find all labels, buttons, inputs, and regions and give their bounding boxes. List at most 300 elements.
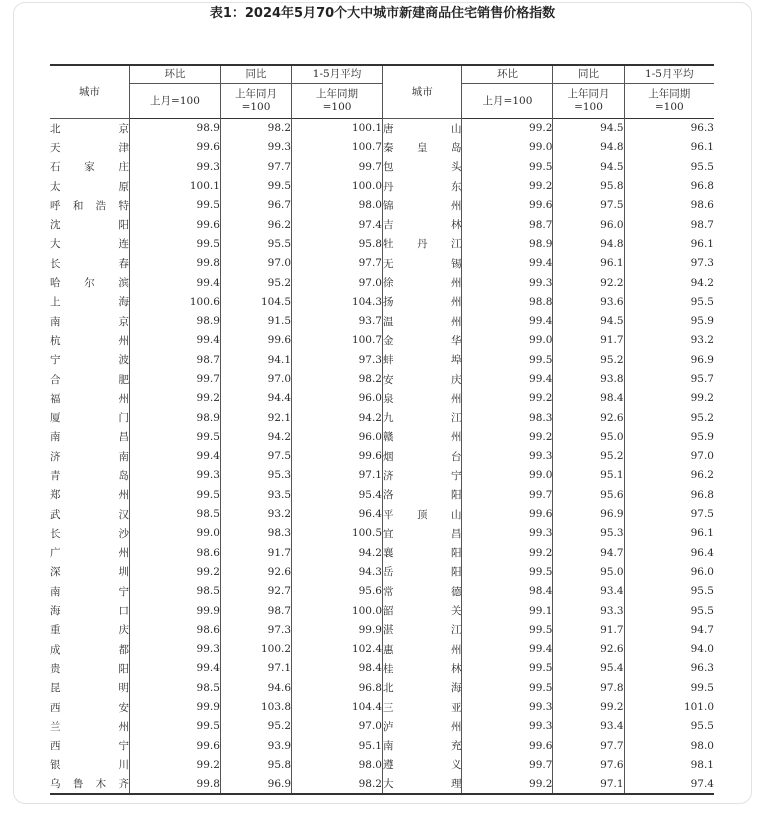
left-yoy-value: 99.6 xyxy=(220,331,291,350)
left-mom-value: 99.2 xyxy=(129,389,220,408)
left-city-name: 南 宁 xyxy=(50,585,129,598)
left-avg-value: 100.0 xyxy=(292,176,383,195)
left-mom-value: 98.5 xyxy=(129,582,220,601)
right-mom-value: 99.5 xyxy=(462,562,553,581)
table-row xyxy=(50,176,714,195)
right-city-name: 秦 皇 岛 xyxy=(383,138,462,157)
right-avg-value: 95.9 xyxy=(624,311,714,330)
left-mom-value: 99.9 xyxy=(129,601,220,620)
right-yoy-value: 98.4 xyxy=(553,389,624,408)
left-avg-value: 93.7 xyxy=(292,311,383,330)
left-mom-value: 99.4 xyxy=(129,659,220,678)
left-avg-value: 96.4 xyxy=(292,504,383,523)
left-city-name: 哈 尔 滨 xyxy=(50,277,129,290)
right-mom-value: 98.8 xyxy=(462,292,553,311)
right-avg-value: 99.5 xyxy=(624,678,714,697)
right-mom-value: 99.3 xyxy=(462,447,553,466)
left-avg-value: 95.1 xyxy=(292,736,383,755)
left-city-name: 大 连 xyxy=(50,238,129,251)
right-mom-value: 99.2 xyxy=(462,176,553,195)
left-mom-value: 98.6 xyxy=(129,543,220,562)
right-yoy-value: 97.5 xyxy=(553,196,624,215)
left-avg-value: 96.0 xyxy=(292,389,383,408)
table-row xyxy=(50,524,714,543)
left-city-name: 福 州 xyxy=(50,392,129,405)
right-city-name: 平 顶 山 xyxy=(383,504,462,523)
left-mom-value: 99.8 xyxy=(129,254,220,273)
right-city-name: 常 德 xyxy=(383,582,462,601)
left-city-name: 天 津 xyxy=(50,141,129,154)
city-header-right: 城市 xyxy=(383,65,462,119)
table-row xyxy=(50,408,714,427)
yoy-base-line1: 上年同月 xyxy=(567,88,610,100)
table-row xyxy=(50,659,714,678)
avg-header-right: 1-5月平均 xyxy=(624,65,714,84)
left-yoy-value: 100.2 xyxy=(220,640,291,659)
right-avg-value: 94.7 xyxy=(624,620,714,639)
left-yoy-value: 96.2 xyxy=(220,215,291,234)
city-header-left: 城市 xyxy=(50,65,129,119)
table-row xyxy=(50,138,714,157)
left-avg-value: 97.1 xyxy=(292,466,383,485)
table-row xyxy=(50,736,714,755)
left-yoy-value: 94.6 xyxy=(220,678,291,697)
mom-header-left: 环比 xyxy=(129,65,220,84)
left-avg-value: 94.2 xyxy=(292,543,383,562)
right-city-name: 襄 阳 xyxy=(383,543,462,562)
mom-header-right: 环比 xyxy=(462,65,553,84)
right-mom-value: 99.2 xyxy=(462,119,553,138)
left-avg-value: 94.2 xyxy=(292,408,383,427)
left-yoy-value: 98.3 xyxy=(220,524,291,543)
table-row xyxy=(50,678,714,697)
right-avg-value: 97.4 xyxy=(624,775,714,794)
right-yoy-value: 99.2 xyxy=(553,697,624,716)
right-yoy-value: 95.3 xyxy=(553,524,624,543)
right-avg-value: 96.2 xyxy=(624,466,714,485)
yoy-base-line2: =100 xyxy=(574,101,603,113)
right-avg-value: 95.5 xyxy=(624,601,714,620)
right-avg-value: 96.9 xyxy=(624,350,714,369)
yoy-base-line2: =100 xyxy=(241,101,271,113)
table-header xyxy=(50,65,714,119)
left-yoy-value: 96.7 xyxy=(220,196,291,215)
right-avg-value: 94.0 xyxy=(624,640,714,659)
right-yoy-value: 94.8 xyxy=(553,138,624,157)
left-yoy-value: 95.2 xyxy=(220,717,291,736)
right-mom-value: 99.3 xyxy=(462,697,553,716)
left-city-name: 厦 门 xyxy=(50,412,129,425)
right-mom-value: 98.4 xyxy=(462,582,553,601)
right-avg-value: 95.2 xyxy=(624,408,714,427)
right-city-name: 宜 昌 xyxy=(383,524,462,543)
right-yoy-value: 97.1 xyxy=(553,775,624,794)
right-yoy-value: 93.3 xyxy=(553,601,624,620)
right-avg-value: 95.5 xyxy=(624,582,714,601)
right-yoy-value: 94.5 xyxy=(553,157,624,176)
left-city-name: 长 沙 xyxy=(50,527,129,540)
right-yoy-value: 95.1 xyxy=(553,466,624,485)
right-city-name: 三 亚 xyxy=(383,697,462,716)
table-row xyxy=(50,601,714,620)
left-mom-value: 99.5 xyxy=(129,485,220,504)
avg-header-left: 1-5月平均 xyxy=(292,65,383,84)
table-row xyxy=(50,350,714,369)
left-avg-value: 98.0 xyxy=(292,196,383,215)
right-mom-value: 99.6 xyxy=(462,736,553,755)
right-city-name: 安 庆 xyxy=(383,369,462,388)
left-city-name: 合 肥 xyxy=(50,373,129,386)
right-avg-value: 96.3 xyxy=(624,659,714,678)
right-city-name: 吉 林 xyxy=(383,215,462,234)
avg-base-line2: =100 xyxy=(322,101,352,113)
right-yoy-value: 94.5 xyxy=(553,311,624,330)
left-yoy-value: 92.1 xyxy=(220,408,291,427)
table-row xyxy=(50,234,714,253)
right-avg-value: 93.2 xyxy=(624,331,714,350)
left-avg-value: 98.4 xyxy=(292,659,383,678)
right-city-name: 蚌 埠 xyxy=(383,350,462,369)
right-yoy-value: 92.6 xyxy=(553,408,624,427)
left-avg-value: 96.8 xyxy=(292,678,383,697)
right-yoy-value: 96.9 xyxy=(553,504,624,523)
left-avg-value: 99.9 xyxy=(292,620,383,639)
right-mom-value: 98.9 xyxy=(462,234,553,253)
left-avg-value: 104.4 xyxy=(292,697,383,716)
right-mom-value: 99.2 xyxy=(462,389,553,408)
right-avg-value: 96.4 xyxy=(624,543,714,562)
right-yoy-value: 93.4 xyxy=(553,717,624,736)
left-city-name: 海 口 xyxy=(50,605,129,618)
right-yoy-value: 95.4 xyxy=(553,659,624,678)
left-yoy-value: 92.7 xyxy=(220,582,291,601)
right-city-name: 济 宁 xyxy=(383,466,462,485)
right-city-name: 包 头 xyxy=(383,157,462,176)
right-avg-value: 97.3 xyxy=(624,254,714,273)
left-mom-value: 99.4 xyxy=(129,447,220,466)
right-city-name: 扬 州 xyxy=(383,292,462,311)
left-yoy-value: 104.5 xyxy=(220,292,291,311)
left-avg-value: 95.6 xyxy=(292,582,383,601)
right-avg-value: 98.6 xyxy=(624,196,714,215)
avg-base-right xyxy=(624,84,714,119)
table-row xyxy=(50,196,714,215)
table-row xyxy=(50,447,714,466)
right-yoy-value: 97.8 xyxy=(553,678,624,697)
table-body xyxy=(50,119,714,794)
left-mom-value: 98.9 xyxy=(129,119,220,138)
left-yoy-value: 95.8 xyxy=(220,755,291,774)
right-mom-value: 99.3 xyxy=(462,273,553,292)
left-mom-value: 99.2 xyxy=(129,562,220,581)
left-city-name: 青 岛 xyxy=(50,469,129,482)
right-mom-value: 99.6 xyxy=(462,196,553,215)
left-avg-value: 100.7 xyxy=(292,138,383,157)
right-mom-value: 99.1 xyxy=(462,601,553,620)
right-city-name: 牡 丹 江 xyxy=(383,234,462,253)
left-mom-value: 99.4 xyxy=(129,331,220,350)
right-avg-value: 96.3 xyxy=(624,119,714,138)
left-city-name: 西 安 xyxy=(50,701,129,714)
right-mom-value: 99.3 xyxy=(462,717,553,736)
yoy-base-line1: 上年同月 xyxy=(234,88,277,100)
left-city-name: 南 京 xyxy=(50,315,129,328)
right-avg-value: 95.5 xyxy=(624,157,714,176)
right-mom-value: 98.3 xyxy=(462,408,553,427)
left-city-name: 郑 州 xyxy=(50,489,129,502)
left-mom-value: 99.6 xyxy=(129,215,220,234)
table-row xyxy=(50,157,714,176)
yoy-base-left xyxy=(220,84,291,119)
right-mom-value: 99.7 xyxy=(462,485,553,504)
right-mom-value: 99.4 xyxy=(462,369,553,388)
left-mom-value: 100.6 xyxy=(129,292,220,311)
table-row xyxy=(50,292,714,311)
avg-base-line1: 上年同期 xyxy=(648,88,691,100)
right-yoy-value: 97.6 xyxy=(553,755,624,774)
right-mom-value: 99.0 xyxy=(462,138,553,157)
left-avg-value: 99.7 xyxy=(292,157,383,176)
left-yoy-value: 92.6 xyxy=(220,562,291,581)
avg-base-line1: 上年同期 xyxy=(316,88,359,100)
left-yoy-value: 97.0 xyxy=(220,254,291,273)
right-yoy-value: 97.7 xyxy=(553,736,624,755)
left-yoy-value: 97.5 xyxy=(220,447,291,466)
left-yoy-value: 98.7 xyxy=(220,601,291,620)
left-mom-value: 99.3 xyxy=(129,466,220,485)
left-city-name: 宁 波 xyxy=(50,354,129,367)
right-yoy-value: 95.0 xyxy=(553,562,624,581)
table-row xyxy=(50,331,714,350)
left-city-name: 长 春 xyxy=(50,257,129,270)
left-avg-value: 96.0 xyxy=(292,427,383,446)
left-avg-value: 100.1 xyxy=(292,119,383,138)
left-city-name: 呼和浩特 xyxy=(50,199,129,212)
right-avg-value: 99.2 xyxy=(624,389,714,408)
left-avg-value: 95.4 xyxy=(292,485,383,504)
left-yoy-value: 93.5 xyxy=(220,485,291,504)
right-avg-value: 94.2 xyxy=(624,273,714,292)
left-mom-value: 99.6 xyxy=(129,138,220,157)
left-avg-value: 98.2 xyxy=(292,369,383,388)
right-yoy-value: 96.1 xyxy=(553,254,624,273)
table-row xyxy=(50,697,714,716)
right-avg-value: 97.5 xyxy=(624,504,714,523)
left-yoy-value: 94.2 xyxy=(220,427,291,446)
right-city-name: 洛 阳 xyxy=(383,485,462,504)
left-city-name: 上 海 xyxy=(50,296,129,309)
left-yoy-value: 99.3 xyxy=(220,138,291,157)
right-yoy-value: 94.5 xyxy=(553,119,624,138)
left-avg-value: 97.0 xyxy=(292,717,383,736)
right-avg-value: 95.5 xyxy=(624,292,714,311)
right-avg-value: 101.0 xyxy=(624,697,714,716)
right-city-name: 徐 州 xyxy=(383,273,462,292)
left-mom-value: 99.6 xyxy=(129,736,220,755)
left-city-name: 石 家 庄 xyxy=(50,161,129,174)
left-city-name: 乌鲁木齐 xyxy=(50,775,129,794)
right-mom-value: 98.7 xyxy=(462,215,553,234)
right-avg-value: 97.0 xyxy=(624,447,714,466)
left-mom-value: 99.5 xyxy=(129,427,220,446)
left-yoy-value: 98.2 xyxy=(220,119,291,138)
right-avg-value: 95.9 xyxy=(624,427,714,446)
table-row xyxy=(50,215,714,234)
right-avg-value: 98.1 xyxy=(624,755,714,774)
left-avg-value: 97.4 xyxy=(292,215,383,234)
left-yoy-value: 97.7 xyxy=(220,157,291,176)
table-row xyxy=(50,311,714,330)
right-city-name: 烟 台 xyxy=(383,447,462,466)
table-row xyxy=(50,369,714,388)
left-city-name: 银 川 xyxy=(50,759,129,772)
right-city-name: 大 理 xyxy=(383,775,462,794)
table-row xyxy=(50,504,714,523)
right-yoy-value: 93.8 xyxy=(553,369,624,388)
right-mom-value: 99.2 xyxy=(462,775,553,794)
left-avg-value: 99.6 xyxy=(292,447,383,466)
right-city-name: 泉 州 xyxy=(383,389,462,408)
left-mom-value: 99.4 xyxy=(129,273,220,292)
left-city-name: 广 州 xyxy=(50,547,129,560)
left-mom-value: 98.5 xyxy=(129,504,220,523)
mom-base-left: 上月=100 xyxy=(129,84,220,119)
table-row xyxy=(50,254,714,273)
right-yoy-value: 91.7 xyxy=(553,331,624,350)
table-row xyxy=(50,485,714,504)
right-yoy-value: 92.6 xyxy=(553,640,624,659)
left-avg-value: 102.4 xyxy=(292,640,383,659)
right-mom-value: 99.0 xyxy=(462,466,553,485)
avg-base-line2: =100 xyxy=(654,101,684,113)
table-row xyxy=(50,273,714,292)
left-city-name: 南 昌 xyxy=(50,431,129,444)
right-mom-value: 99.7 xyxy=(462,755,553,774)
right-yoy-value: 95.6 xyxy=(553,485,624,504)
right-city-name: 无 锡 xyxy=(383,254,462,273)
right-mom-value: 99.4 xyxy=(462,640,553,659)
table-row xyxy=(50,427,714,446)
right-avg-value: 95.5 xyxy=(624,717,714,736)
left-city-name: 太 原 xyxy=(50,180,129,193)
right-city-name: 惠 州 xyxy=(383,640,462,659)
right-city-name: 泸 州 xyxy=(383,717,462,736)
right-mom-value: 99.3 xyxy=(462,524,553,543)
left-avg-value: 95.8 xyxy=(292,234,383,253)
right-city-name: 温 州 xyxy=(383,311,462,330)
left-mom-value: 99.5 xyxy=(129,196,220,215)
right-mom-value: 99.4 xyxy=(462,254,553,273)
table-row xyxy=(50,620,714,639)
table-row xyxy=(50,640,714,659)
left-mom-value: 99.3 xyxy=(129,640,220,659)
left-yoy-value: 91.5 xyxy=(220,311,291,330)
right-yoy-value: 93.6 xyxy=(553,292,624,311)
right-yoy-value: 93.4 xyxy=(553,582,624,601)
left-avg-value: 98.0 xyxy=(292,755,383,774)
left-avg-value: 100.7 xyxy=(292,331,383,350)
right-city-name: 南 充 xyxy=(383,736,462,755)
right-mom-value: 99.6 xyxy=(462,504,553,523)
avg-base-left xyxy=(292,84,383,119)
left-city-name: 杭 州 xyxy=(50,334,129,347)
left-yoy-value: 94.1 xyxy=(220,350,291,369)
left-yoy-value: 94.4 xyxy=(220,389,291,408)
right-yoy-value: 91.7 xyxy=(553,620,624,639)
left-city-name: 贵 阳 xyxy=(50,662,129,675)
left-yoy-value: 93.9 xyxy=(220,736,291,755)
table-row xyxy=(50,582,714,601)
table-row xyxy=(50,543,714,562)
left-avg-value: 94.3 xyxy=(292,562,383,581)
left-mom-value: 98.9 xyxy=(129,408,220,427)
right-avg-value: 98.7 xyxy=(624,215,714,234)
left-mom-value: 98.9 xyxy=(129,311,220,330)
right-city-name: 岳 阳 xyxy=(383,562,462,581)
left-city-name: 昆 明 xyxy=(50,682,129,695)
right-city-name: 金 华 xyxy=(383,331,462,350)
left-mom-value: 99.3 xyxy=(129,157,220,176)
left-city-name: 成 都 xyxy=(50,643,129,656)
left-city-name: 沈 阳 xyxy=(50,219,129,232)
left-city-name: 西 宁 xyxy=(50,740,129,753)
left-yoy-value: 97.1 xyxy=(220,659,291,678)
table-row xyxy=(50,119,714,138)
left-mom-value: 99.0 xyxy=(129,524,220,543)
right-yoy-value: 95.8 xyxy=(553,176,624,195)
left-yoy-value: 95.3 xyxy=(220,466,291,485)
right-city-name: 九 江 xyxy=(383,408,462,427)
left-city-name: 重 庆 xyxy=(50,624,129,637)
right-city-name: 北 海 xyxy=(383,678,462,697)
table-row xyxy=(50,389,714,408)
left-avg-value: 97.7 xyxy=(292,254,383,273)
yoy-header-left: 同比 xyxy=(220,65,291,84)
table-row xyxy=(50,717,714,736)
right-mom-value: 99.5 xyxy=(462,659,553,678)
right-city-name: 湛 江 xyxy=(383,620,462,639)
right-yoy-value: 92.2 xyxy=(553,273,624,292)
left-avg-value: 98.2 xyxy=(292,775,383,794)
table-title: 表1：2024年5月70个大中城市新建商品住宅销售价格指数 xyxy=(209,6,556,21)
right-city-name: 韶 关 xyxy=(383,601,462,620)
left-yoy-value: 99.5 xyxy=(220,176,291,195)
left-mom-value: 99.8 xyxy=(129,775,220,794)
left-yoy-value: 95.5 xyxy=(220,234,291,253)
left-city-name: 兰 州 xyxy=(50,720,129,733)
left-mom-value: 98.7 xyxy=(129,350,220,369)
right-avg-value: 96.8 xyxy=(624,176,714,195)
right-avg-value: 96.0 xyxy=(624,562,714,581)
right-mom-value: 99.5 xyxy=(462,157,553,176)
right-yoy-value: 96.0 xyxy=(553,215,624,234)
left-yoy-value: 97.3 xyxy=(220,620,291,639)
left-mom-value: 99.2 xyxy=(129,755,220,774)
right-mom-value: 99.5 xyxy=(462,350,553,369)
right-yoy-value: 95.2 xyxy=(553,447,624,466)
left-city-name: 深 圳 xyxy=(50,566,129,579)
right-city-name: 唐 山 xyxy=(383,119,462,138)
price-index-table xyxy=(50,64,714,795)
right-yoy-value: 94.7 xyxy=(553,543,624,562)
right-city-name: 丹 东 xyxy=(383,176,462,195)
left-city-name: 济 南 xyxy=(50,450,129,463)
right-yoy-value: 94.8 xyxy=(553,234,624,253)
left-city-name: 武 汉 xyxy=(50,508,129,521)
right-yoy-value: 95.2 xyxy=(553,350,624,369)
left-mom-value: 99.5 xyxy=(129,717,220,736)
right-city-name: 桂 林 xyxy=(383,659,462,678)
